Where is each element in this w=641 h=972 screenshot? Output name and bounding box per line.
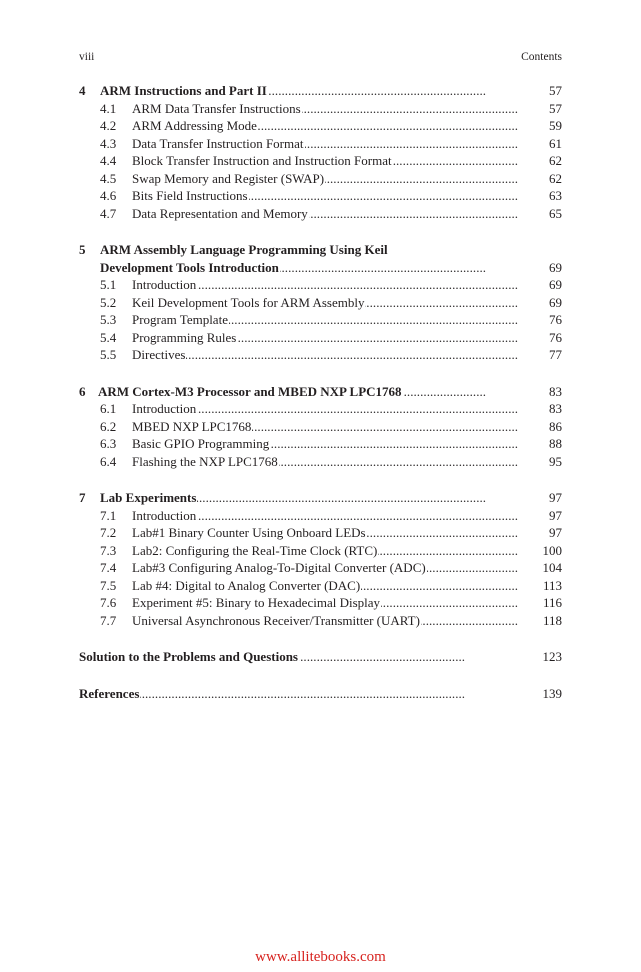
section-title: Directives [132, 347, 186, 362]
chapter-title: ARM Assembly Language Programming Using Keil [100, 242, 388, 257]
toc-section-entry[interactable] [79, 346, 562, 364]
toc-chapter-5 [79, 241, 562, 364]
chapter-title-continued: Development Tools Introduction [100, 259, 279, 275]
chapter-number: 5 [79, 242, 86, 257]
toc-section-entry[interactable] [79, 507, 562, 525]
section-title: Lab2: Configuring the Real-Time Clock (RTC) [132, 542, 378, 558]
section-number: 6.3 [100, 436, 117, 451]
page-number: 104 [539, 559, 563, 577]
toc-chapter-entry[interactable] [79, 82, 562, 100]
chapter-title: Lab Experiments [100, 490, 197, 505]
backmatter-title: Solution to the Problems and Questions [79, 649, 298, 664]
toc-chapter-entry-continued[interactable] [79, 259, 562, 277]
section-title: Programming Rules [132, 329, 237, 345]
toc-section-entry[interactable] [79, 453, 562, 471]
section-number: 4.5 [100, 170, 117, 186]
toc-section-entry[interactable] [79, 100, 562, 118]
toc-backmatter-entry[interactable] [79, 685, 562, 703]
section-title: Introduction [132, 277, 197, 292]
page-number: 83 [545, 383, 562, 401]
page-number: 100 [539, 542, 563, 560]
section-number: 5.2 [100, 294, 117, 310]
section-title: Swap Memory and Register (SWAP) [132, 170, 325, 186]
toc-section-entry[interactable] [79, 276, 562, 294]
chapter-title: ARM Instructions and Part II [100, 83, 267, 98]
running-title: Contents [521, 51, 562, 63]
dot-leader [79, 685, 536, 703]
page-number: 139 [539, 685, 563, 703]
toc-chapter-7 [79, 489, 562, 629]
page-number: 69 [545, 259, 562, 277]
section-title: Program Template [132, 312, 228, 327]
section-title: Introduction [132, 401, 197, 416]
dot-leader [132, 346, 536, 364]
section-title: Lab#3 Configuring Analog-To-Digital Converter (ADC) [132, 560, 426, 575]
toc-solutions [79, 648, 562, 666]
section-number: 7.1 [100, 507, 117, 523]
section-title: Lab#1 Binary Counter Using Onboard LEDs [132, 525, 366, 540]
toc-backmatter-entry[interactable] [79, 648, 562, 666]
toc-section-entry[interactable] [79, 418, 562, 436]
toc-chapter-entry[interactable] [79, 383, 562, 401]
section-title: Block Transfer Instruction and Instruction Format [132, 153, 392, 168]
section-number: 6.2 [100, 418, 117, 434]
section-title: Data Transfer Instruction Format [132, 135, 304, 151]
section-number: 4.2 [100, 118, 117, 133]
toc-section-entry[interactable] [79, 205, 562, 223]
backmatter-title: References [79, 685, 140, 701]
section-title: MBED NXP LPC1768 [132, 418, 252, 434]
toc-section-entry[interactable] [79, 117, 562, 135]
chapter-title: ARM Cortex-M3 Processor and MBED NXP LPC1768 [98, 383, 402, 399]
toc-section-entry[interactable] [79, 594, 562, 612]
section-number: 7.3 [100, 542, 117, 558]
toc-section-entry[interactable] [79, 187, 562, 205]
section-title: Introduction [132, 507, 197, 523]
page-number: 95 [545, 453, 562, 471]
toc-section-entry[interactable] [79, 170, 562, 188]
section-title: Basic GPIO Programming [132, 436, 270, 451]
page-number: 61 [545, 135, 562, 153]
section-title: Flashing the NXP LPC1768 [132, 453, 278, 469]
page-number: 97 [545, 524, 562, 542]
toc-chapter-4 [79, 82, 562, 222]
toc-section-entry[interactable] [79, 311, 562, 329]
section-number: 6.1 [100, 401, 117, 416]
page-number: 123 [539, 648, 563, 666]
page-number: 62 [545, 170, 562, 188]
toc-section-entry[interactable] [79, 152, 562, 170]
page-number: 83 [545, 400, 562, 418]
page-number: 76 [545, 329, 562, 347]
section-number: 7.7 [100, 612, 117, 628]
section-title: Bits Field Instructions [132, 188, 248, 203]
footer-url[interactable]: www.allitebooks.com [255, 949, 386, 965]
page-number: 97 [545, 507, 562, 525]
toc-chapter-entry[interactable] [79, 489, 562, 507]
section-title: ARM Addressing Mode [132, 118, 257, 133]
section-number: 7.4 [100, 560, 117, 575]
toc-chapter-6 [79, 383, 562, 471]
section-number: 4.1 [100, 100, 117, 116]
page-number: 63 [545, 187, 562, 205]
section-number: 4.7 [100, 205, 117, 221]
page-number: 86 [545, 418, 562, 436]
section-number: 4.4 [100, 153, 117, 168]
toc-section-entry[interactable] [79, 559, 562, 577]
section-title: Data Representation and Memory [132, 205, 308, 221]
section-number: 5.5 [100, 347, 117, 362]
chapter-number: 4 [79, 83, 86, 98]
page-number: 113 [539, 577, 562, 595]
section-number: 5.1 [100, 277, 117, 292]
page-number: 116 [539, 594, 562, 612]
page-number: 76 [545, 311, 562, 329]
section-number: 5.4 [100, 329, 117, 345]
toc-references [79, 685, 562, 703]
table-of-contents [79, 82, 562, 721]
toc-section-entry[interactable] [79, 524, 562, 542]
section-title: Keil Development Tools for ARM Assembly [132, 294, 365, 310]
page-number: 118 [539, 612, 562, 630]
page-number: 69 [545, 276, 562, 294]
toc-section-entry[interactable] [79, 294, 562, 312]
toc-section-entry[interactable] [79, 135, 562, 153]
page-number: 69 [545, 294, 562, 312]
section-number: 6.4 [100, 453, 117, 469]
toc-section-entry[interactable] [79, 577, 562, 595]
section-title: Universal Asynchronous Receiver/Transmitter (UART) [132, 612, 420, 628]
section-number: 7.2 [100, 525, 117, 540]
page-number: 65 [545, 205, 562, 223]
section-title: Lab #4: Digital to Analog Converter (DAC) [132, 577, 361, 593]
toc-section-entry[interactable] [79, 400, 562, 418]
section-title: Experiment #5: Binary to Hexadecimal Display [132, 595, 381, 610]
page-number: 97 [545, 489, 562, 507]
toc-section-entry[interactable] [79, 612, 562, 630]
page-number: 57 [545, 82, 562, 100]
page-number: 88 [545, 435, 562, 453]
page-number: 57 [545, 100, 562, 118]
section-title: ARM Data Transfer Instructions [132, 100, 301, 116]
toc-section-entry[interactable] [79, 542, 562, 560]
toc-section-entry[interactable] [79, 329, 562, 347]
running-header [79, 51, 562, 67]
page-number-roman: viii [79, 51, 95, 63]
section-number: 7.6 [100, 595, 117, 610]
section-number: 4.6 [100, 188, 117, 203]
page-number: 59 [545, 117, 562, 135]
section-number: 5.3 [100, 312, 117, 327]
toc-section-entry[interactable] [79, 435, 562, 453]
toc-chapter-entry[interactable] [79, 241, 562, 259]
section-number: 4.3 [100, 135, 117, 151]
section-number: 7.5 [100, 577, 117, 593]
page-number: 77 [545, 346, 562, 364]
page-number: 62 [545, 152, 562, 170]
chapter-number: 6 [79, 383, 86, 399]
chapter-number: 7 [79, 490, 86, 505]
